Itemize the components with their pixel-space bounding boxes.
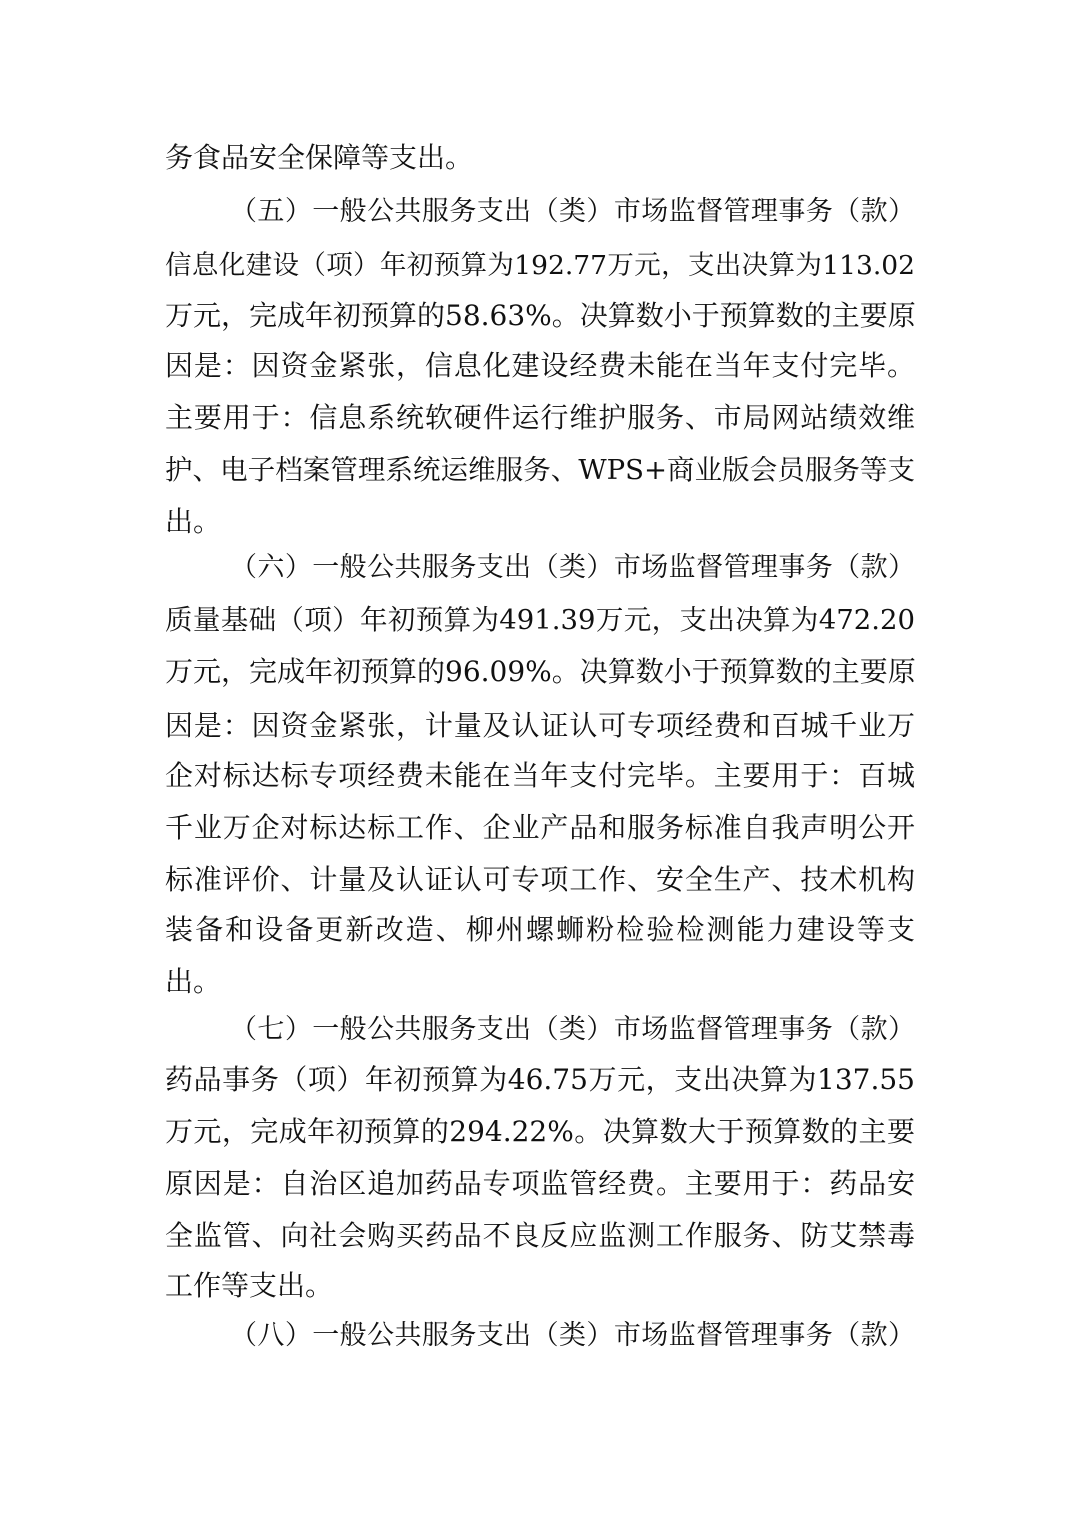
text-line: 药品事务（项）年初预算为46.75万元，支出决算为137.55: [165, 1063, 915, 1096]
paragraph-heading: （五）一般公共服务支出（类）市场监督管理事务（款）: [230, 196, 915, 227]
text-line: 千业万企对标达标工作、企业产品和服务标准自我声明公开: [165, 811, 915, 844]
text-line: 信息化建设（项）年初预算为192.77万元，支出决算为113.02: [165, 250, 915, 281]
paragraph-heading: （八）一般公共服务支出（类）市场监督管理事务（款）: [230, 1320, 915, 1351]
text-line: 全监管、向社会购买药品不良反应监测工作服务、防艾禁毒: [165, 1219, 915, 1252]
text-line: 出。: [165, 505, 222, 538]
text-line: 万元，完成年初预算的96.09%。决算数小于预算数的主要原: [165, 655, 916, 688]
text-line: 标准评价、计量及认证认可专项工作、安全生产、技术机构: [165, 863, 915, 896]
text-line: 护、电子档案管理系统运维服务、WPS+商业版会员服务等支: [165, 454, 915, 486]
text-line: 主要用于：信息系统软硬件运行维护服务、市局网站绩效维: [165, 401, 915, 434]
text-line: 企对标达标专项经费未能在当年支付完毕。主要用于：百城: [165, 759, 915, 792]
text-line: 质量基础（项）年初预算为491.39万元，支出决算为472.20: [165, 604, 915, 636]
text-line: 万元，完成年初预算的294.22%。决算数大于预算数的主要: [165, 1115, 915, 1148]
text-line: 务食品安全保障等支出。: [165, 141, 474, 174]
paragraph-heading: （六）一般公共服务支出（类）市场监督管理事务（款）: [230, 552, 915, 583]
text-line: 出。: [165, 965, 222, 998]
text-line: 万元，完成年初预算的58.63%。决算数小于预算数的主要原: [165, 299, 916, 332]
text-line: 因是：因资金紧张，信息化建设经费未能在当年支付完毕。: [165, 349, 915, 382]
paragraph-heading: （七）一般公共服务支出（类）市场监督管理事务（款）: [230, 1014, 915, 1045]
text-line: 装备和设备更新改造、柳州螺蛳粉检验检测能力建设等支: [165, 913, 915, 946]
text-line: 因是：因资金紧张，计量及认证认可专项经费和百城千业万: [165, 709, 915, 742]
text-line: 工作等支出。: [165, 1269, 334, 1302]
text-line: 原因是：自治区追加药品专项监管经费。主要用于：药品安: [165, 1167, 915, 1200]
